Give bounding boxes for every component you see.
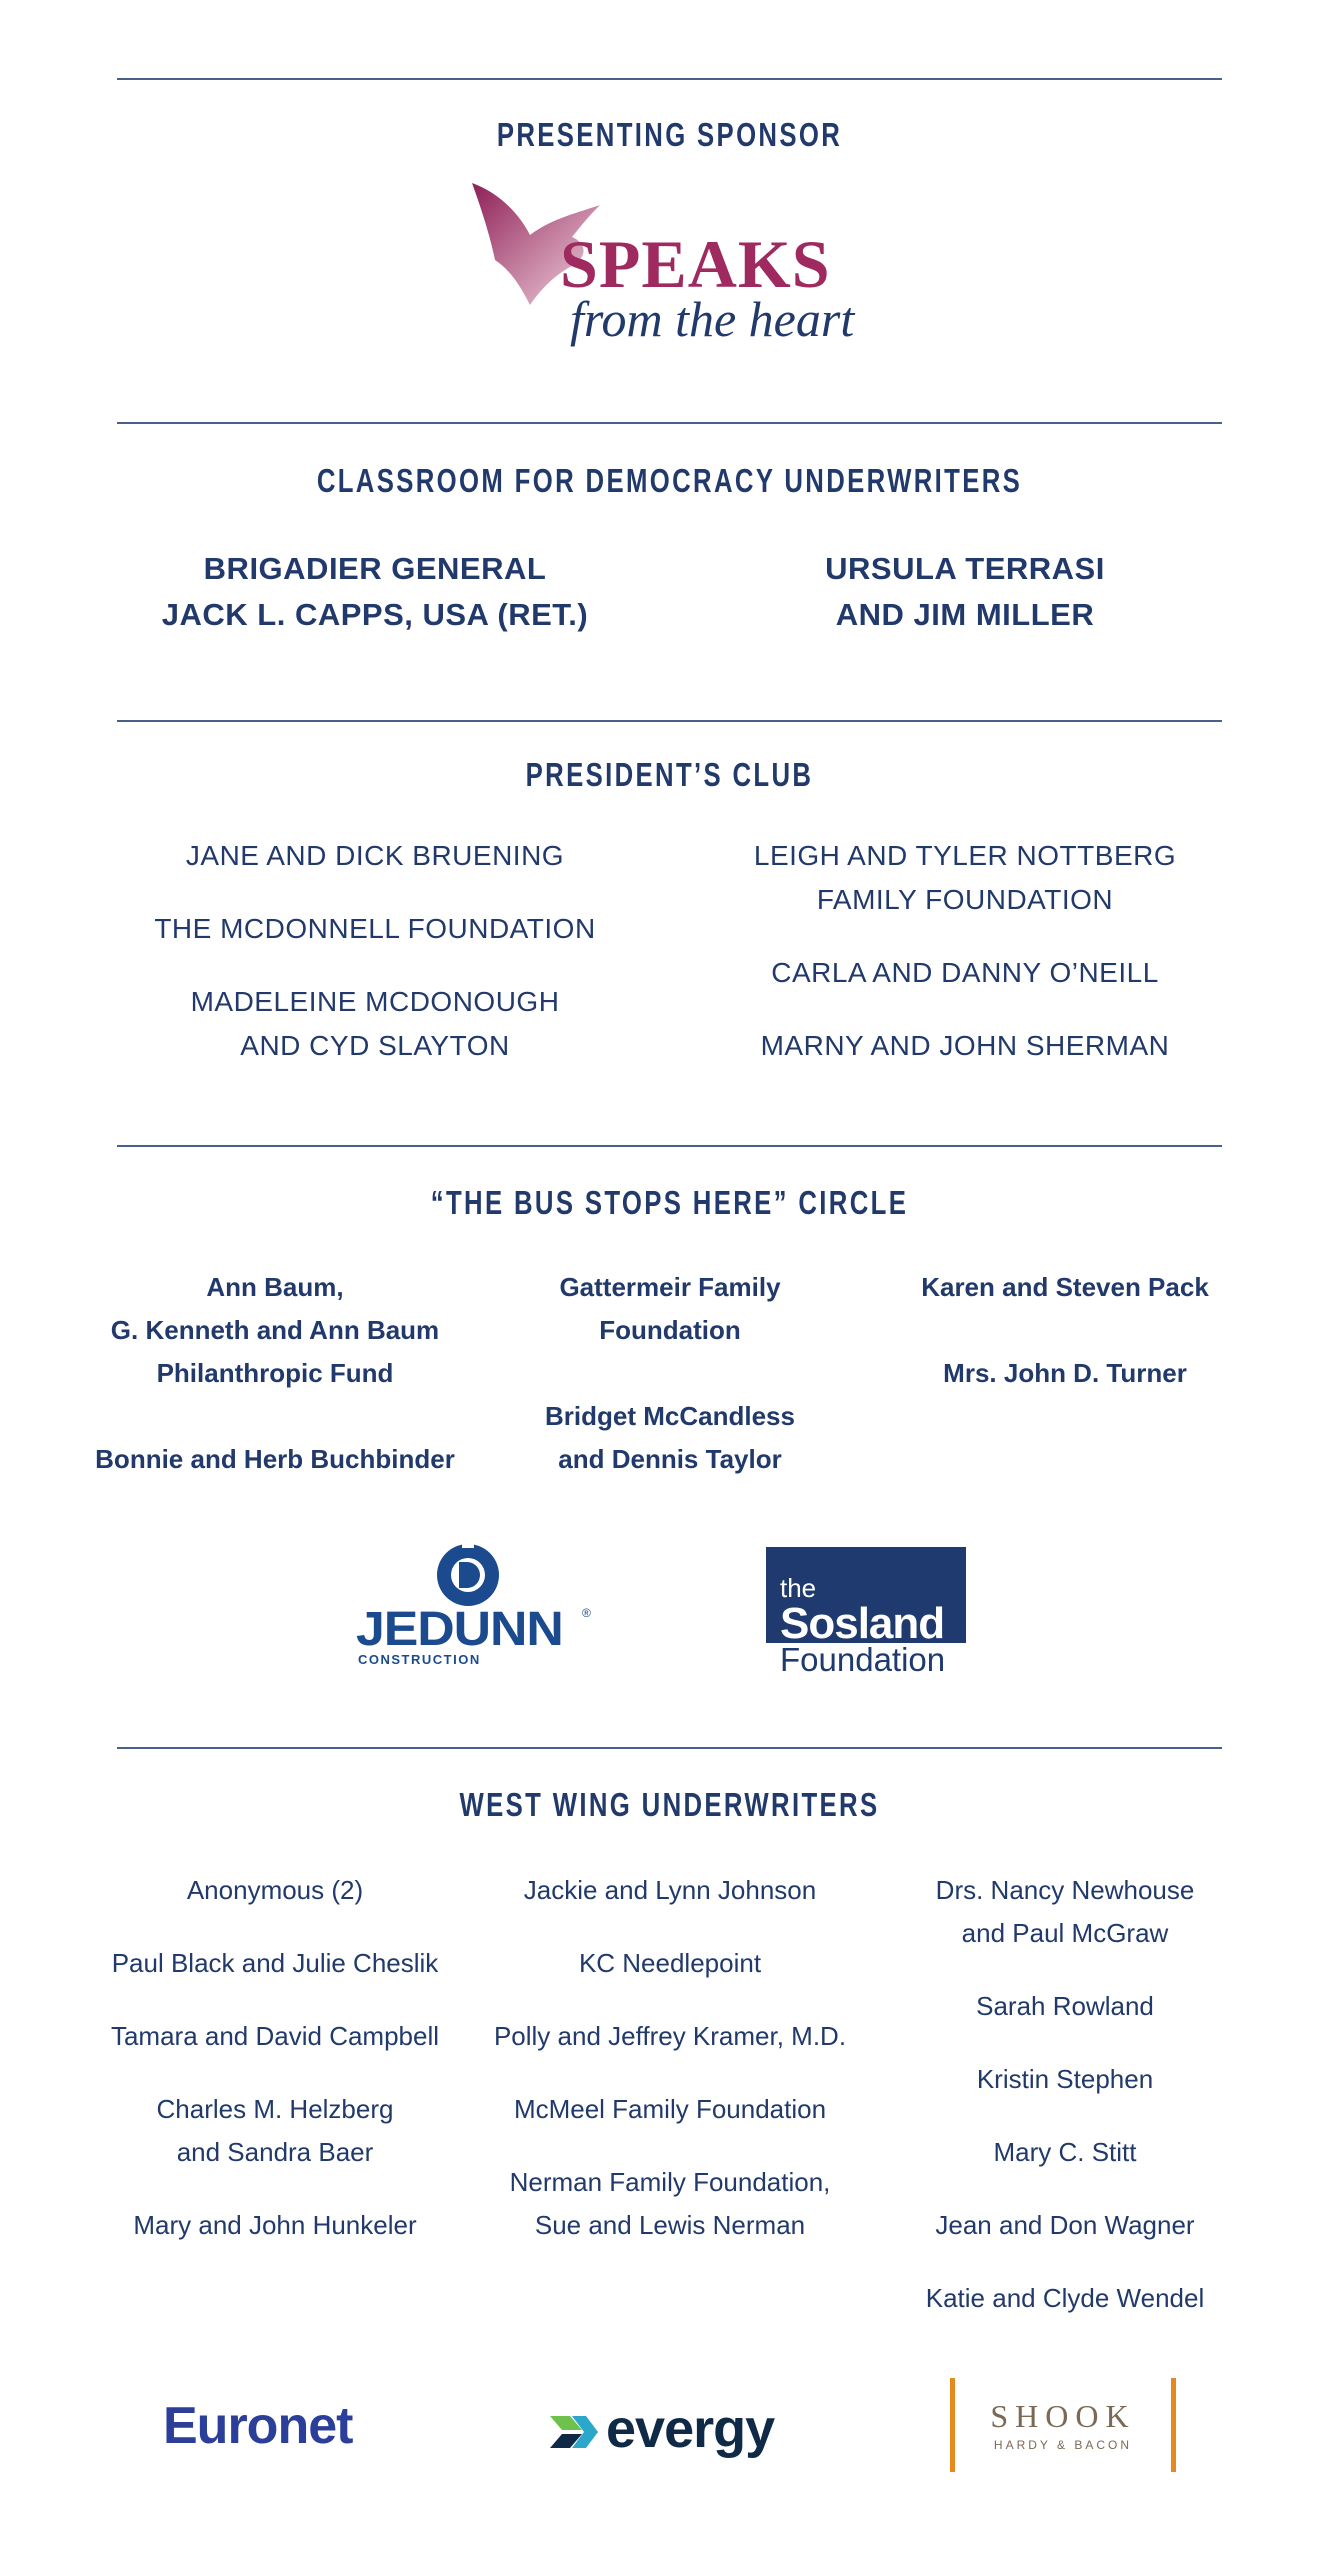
- jedunn-logo: [356, 1540, 596, 1670]
- list-item: Bridget McCandless and Dennis Taylor: [545, 1401, 795, 1474]
- presidents-club-left-column: [100, 834, 650, 1097]
- list-item: Jean and Don Wagner: [935, 2210, 1195, 2240]
- list-item: Katie and Clyde Wendel: [925, 2283, 1205, 2313]
- presidents-club-heading: PRESIDENT’S CLUB: [525, 756, 814, 793]
- west-wing-heading: WEST WING UNDERWRITERS: [459, 1786, 880, 1823]
- euronet-wordmark: Euronet: [163, 2397, 353, 2455]
- shook-logo: [950, 2378, 1176, 2472]
- list-item: KC Needlepoint: [578, 1948, 762, 1978]
- euronet-logo: [163, 2396, 403, 2466]
- speaks-wordmark: SPEAKS: [560, 226, 831, 302]
- shook-subtitle: HARDY & BACON: [993, 2438, 1133, 2452]
- evergy-logo: [548, 2398, 808, 2468]
- divider: [117, 720, 1222, 722]
- list-item: Mary and John Hunkeler: [133, 2210, 417, 2240]
- list-item: Nerman Family Foundation, Sue and Lewis Nerman: [509, 2167, 831, 2240]
- jedunn-subtitle: CONSTRUCTION: [358, 1652, 481, 1667]
- speaks-tagline: from the heart: [570, 291, 855, 347]
- divider: [117, 1145, 1222, 1147]
- underwriter-capps: BRIGADIER GENERAL JACK L. CAPPS, USA (RET.): [161, 551, 589, 632]
- list-item: Charles M. Helzberg and Sandra Baer: [156, 2094, 394, 2167]
- list-item: Bonnie and Herb Buchbinder: [95, 1444, 455, 1474]
- speaks-logo: [460, 175, 860, 395]
- list-item: Jackie and Lynn Johnson: [523, 1875, 817, 1905]
- sosland-logo: [766, 1547, 966, 1677]
- bus-circle-column-2: [470, 1266, 870, 1524]
- west-wing-column-3: [865, 1869, 1265, 2350]
- list-item: MADELEINE MCDONOUGH AND CYD SLAYTON: [190, 986, 560, 1061]
- list-item: Tamara and David Campbell: [110, 2021, 440, 2051]
- bus-circle-heading: “THE BUS STOPS HERE” CIRCLE: [430, 1184, 909, 1221]
- list-item: Paul Black and Julie Cheslik: [111, 1948, 439, 1978]
- list-item: MARNY AND JOHN SHERMAN: [760, 1030, 1170, 1061]
- list-item: Mrs. John D. Turner: [943, 1358, 1187, 1388]
- underwriter-terrasi-miller: URSULA TERRASI AND JIM MILLER: [825, 551, 1105, 632]
- presenting-sponsor-heading: PRESENTING SPONSOR: [496, 116, 843, 153]
- bus-circle-column-1: [75, 1266, 475, 1524]
- list-item: CARLA AND DANNY O’NEILL: [771, 957, 1159, 988]
- list-item: Gattermeir Family Foundation: [559, 1272, 781, 1345]
- list-item: Mary C. Stitt: [993, 2137, 1137, 2167]
- list-item: Drs. Nancy Newhouse and Paul McGraw: [935, 1875, 1195, 1948]
- bus-circle-column-3: [865, 1266, 1265, 1438]
- sosland-subtitle: Foundation: [780, 1641, 946, 1678]
- divider: [117, 1747, 1222, 1749]
- list-item: LEIGH AND TYLER NOTTBERG FAMILY FOUNDATION: [753, 840, 1177, 915]
- west-wing-column-1: [75, 1869, 475, 2277]
- divider: [117, 422, 1222, 424]
- shook-wordmark: SHOOK: [990, 2398, 1136, 2434]
- sosland-wordmark: Sosland: [780, 1599, 945, 1648]
- classroom-heading: CLASSROOM FOR DEMOCRACY UNDERWRITERS: [316, 462, 1023, 499]
- sosland-the: the: [780, 1573, 817, 1603]
- list-item: Sarah Rowland: [976, 1991, 1154, 2021]
- presidents-club-right-column: [690, 834, 1240, 1097]
- list-item: Kristin Stephen: [976, 2064, 1154, 2094]
- list-item: Anonymous (2): [186, 1875, 364, 1905]
- list-item: Polly and Jeffrey Kramer, M.D.: [493, 2021, 847, 2051]
- list-item: McMeel Family Foundation: [513, 2094, 827, 2124]
- list-item: JANE AND DICK BRUENING: [185, 840, 565, 871]
- jedunn-wordmark: JEDUNN: [356, 1603, 563, 1656]
- west-wing-column-2: [470, 1869, 870, 2277]
- divider: [117, 78, 1222, 80]
- evergy-chevrons-icon: [550, 2412, 600, 2452]
- jedunn-registered-mark: ®: [582, 1606, 591, 1620]
- list-item: Ann Baum, G. Kenneth and Ann Baum Philanthropic Fund: [110, 1272, 440, 1388]
- evergy-wordmark: evergy: [606, 2399, 775, 2459]
- list-item: THE MCDONNELL FOUNDATION: [154, 913, 596, 944]
- list-item: Karen and Steven Pack: [921, 1272, 1209, 1302]
- jedunn-mark-icon: [356, 1540, 596, 1610]
